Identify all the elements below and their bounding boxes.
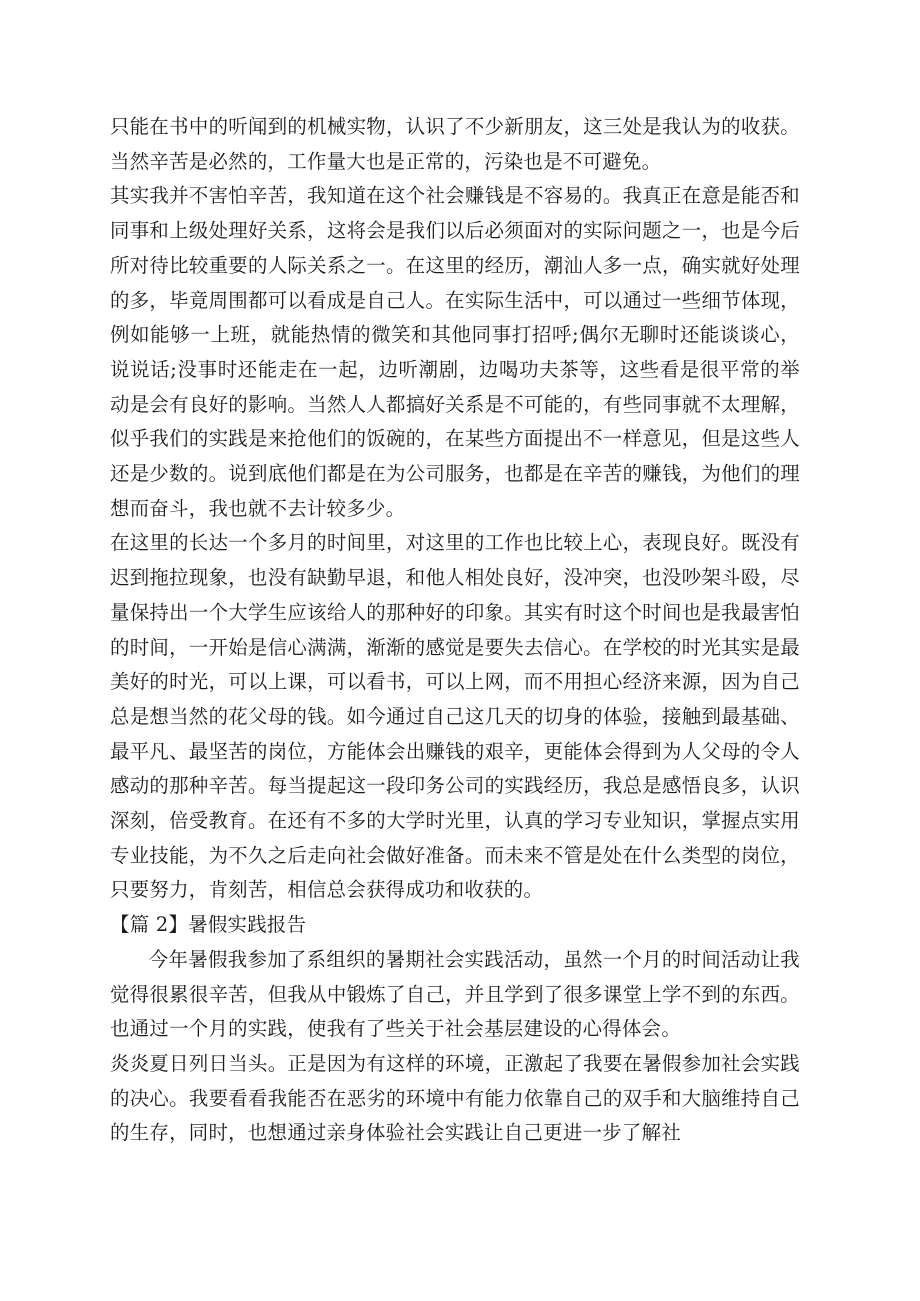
paragraph-1: 只能在书中的听闻到的机械实物，认识了不少新朋友，这三处是我认为的收获。当然辛苦是必然的，工作量大也是正常的，污染也是不可避免。: [110, 115, 800, 173]
trailing-paragraph: 炎炎夏日列日当头。正是因为有这样的环境，正激起了我要在暑假参加社会实践的决心。我要看看我能否在恶劣的环境中有能力依靠自己的双手和大脑维持自己的生存，同时，也想通过亲身体验社会实践让自己更进一步了解社: [110, 1051, 800, 1145]
paragraph-3: 在这里的长达一个多月的时间里，对这里的工作也比较上心，表现良好。既没有迟到拖拉现象，也没有缺勤早退，和他人相处良好，没冲突，也没吵架斗殴，尽量保持出一个大学生应该给人的那种好的印象。其实有时这个时间也是我最害怕的时间，一开始是信心满满，渐渐的感觉是要失去信心。在学校的时光其实是最美好的时光，可以上课，可以看书，可以上网，而不用担心经济来源，因为自己总是想当然的花父母的钱。如今通过自己这几天的切身的体验，接触到最基础、最平凡、最坚苦的岗位，方能体会出赚钱的艰辛，更能体会得到为人父母的令人感动的那种辛苦。每当提起这一段印务公司的实践经历，我总是感悟良多，认识深刻，倍受教育。在还有不多的大学时光里，认真的学习专业知识，掌握点实用专业技能，为不久之后走向社会做好准备。而未来不管是处在什么类型的岗位，只要努力，肯刻苦，相信总会获得成功和收获的。: [110, 531, 800, 902]
section-heading: 【篇 2】暑假实践报告: [110, 913, 307, 937]
section-paragraph: 今年暑假我参加了系组织的暑期社会实践活动，虽然一个月的时间活动让我觉得很累很辛苦，但我从中锻炼了自己，并且学到了很多课堂上学不到的东西。也通过一个月的实践，使我有了些关于社会基层建设的心得体会。: [110, 947, 800, 1041]
paragraph-2: 其实我并不害怕辛苦，我知道在这个社会赚钱是不容易的。我真正在意是能否和同事和上级处理好关系，这将会是我们以后必须面对的实际问题之一，也是今后所对待比较重要的人际关系之一。在这里的经历，潮汕人多一点，确实就好处理的多，毕竟周围都可以看成是自己人。在实际生活中，可以通过一些细节体现，例如能够一上班，就能热情的微笑和其他同事打招呼;偶尔无聊时还能谈谈心，说说话;没事时还能走在一起，边听潮剧，边喝功夫茶等，这些看是很平常的举动是会有良好的影响。当然人人都搞好关系是不可能的，有些同事就不太理解，似乎我们的实践是来抢他们的饭碗的，在某些方面提出不一样意见，但是这些人还是少数的。说到底他们都是在为公司服务，也都是在辛苦的赚钱，为他们的理想而奋斗，我也就不去计较多少。: [110, 184, 800, 520]
document-body: [110, 110, 800, 1151]
